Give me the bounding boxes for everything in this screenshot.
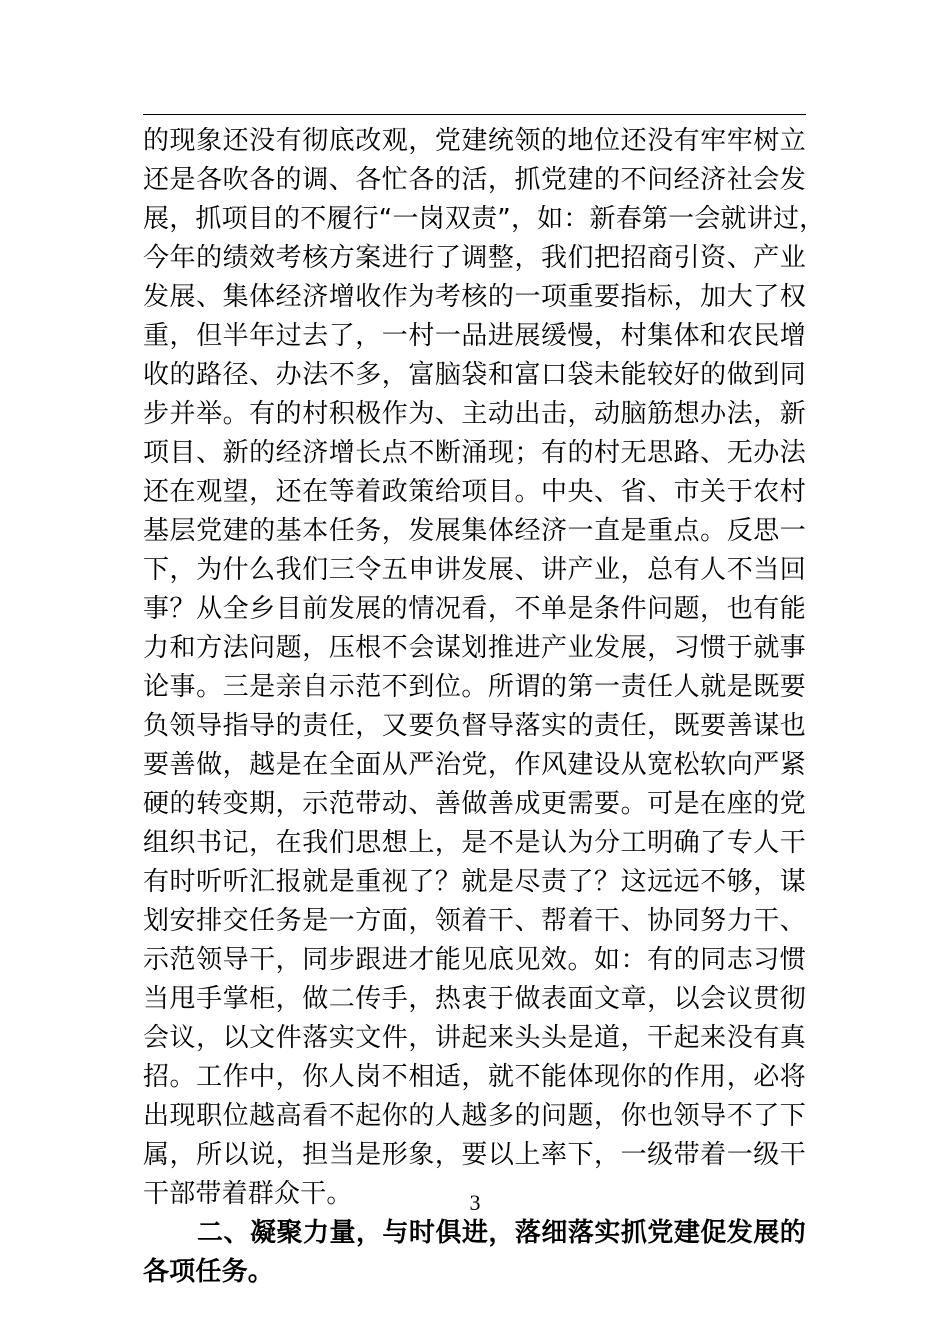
- text-line: 力和方法问题，压根不会谋划推进产业发展，习惯于就事: [143, 633, 806, 663]
- body-text: [143, 122, 826, 1292]
- text-line: 的现象还没有彻底改观，党建统领的地位还没有牢牢树立: [143, 126, 806, 156]
- header-rule: [143, 114, 806, 115]
- text-line: 组织书记，在我们思想上，是不是认为分工明确了专人干: [143, 828, 806, 858]
- text-line: 干部带着群众干。: [143, 1179, 353, 1209]
- text-line: 基层党建的基本任务，发展集体经济一直是重点。反思一: [143, 516, 806, 546]
- text-line: 还是各吹各的调、各忙各的活，抓党建的不问经济社会发: [143, 165, 806, 195]
- text-line: 会议，以文件落实文件，讲起来头头是道，干起来没有真: [143, 1023, 806, 1053]
- text-line: 有时听听汇报就是重视了？就是尽责了？这远远不够，谋: [143, 867, 806, 897]
- text-line: 下，为什么我们三令五申讲发展、讲产业，总有人不当回: [143, 555, 806, 585]
- text-line: 展，抓项目的不履行“一岗双责”，如：新春第一会就讲过，: [143, 204, 826, 234]
- text-line: 属，所以说，担当是形象，要以上率下，一级带着一级干: [143, 1140, 806, 1170]
- section-heading: 二、凝聚力量，与时俱进，落细落实抓党建促发展的: [197, 1218, 806, 1248]
- text-line: 负领导指导的责任，又要负督导落实的责任，既要善谋也: [143, 711, 806, 741]
- text-line: 硬的转变期，示范带动、善做善成更需要。可是在座的党: [143, 789, 806, 819]
- text-line: 还在观望，还在等着政策给项目。中央、省、市关于农村: [143, 477, 806, 507]
- text-line: 论事。三是亲自示范不到位。所谓的第一责任人就是既要: [143, 672, 806, 702]
- text-line: 步并举。有的村积极作为、主动出击，动脑筋想办法，新: [143, 399, 806, 429]
- text-line: 重，但半年过去了，一村一品进展缓慢，村集体和农民增: [143, 321, 806, 351]
- text-line: 招。工作中，你人岗不相适，就不能体现你的作用，必将: [143, 1062, 806, 1092]
- text-line: 今年的绩效考核方案进行了调整，我们把招商引资、产业: [143, 243, 806, 273]
- text-line: 当甩手掌柜，做二传手，热衷于做表面文章，以会议贯彻: [143, 984, 806, 1014]
- text-line: 收的路径、办法不多，富脑袋和富口袋未能较好的做到同: [143, 360, 806, 390]
- page-number: 3: [469, 1190, 481, 1215]
- text-line: 出现职位越高看不起你的人越多的问题，你也领导不了下: [143, 1101, 806, 1131]
- text-line: 要善做，越是在全面从严治党，作风建设从宽松软向严紧: [143, 750, 806, 780]
- text-line: 示范领导干，同步跟进才能见底见效。如：有的同志习惯: [143, 945, 806, 975]
- text-line: 事？从全乡目前发展的情况看，不单是条件问题，也有能: [143, 594, 806, 624]
- text-line: 发展、集体经济增收作为考核的一项重要指标，加大了权: [143, 282, 806, 312]
- text-line: 项目、新的经济增长点不断涌现；有的村无思路、无办法: [143, 438, 806, 468]
- section-heading-continued: 各项任务。: [143, 1257, 275, 1287]
- text-line: 划安排交任务是一方面，领着干、帮着干、协同努力干、: [143, 906, 806, 936]
